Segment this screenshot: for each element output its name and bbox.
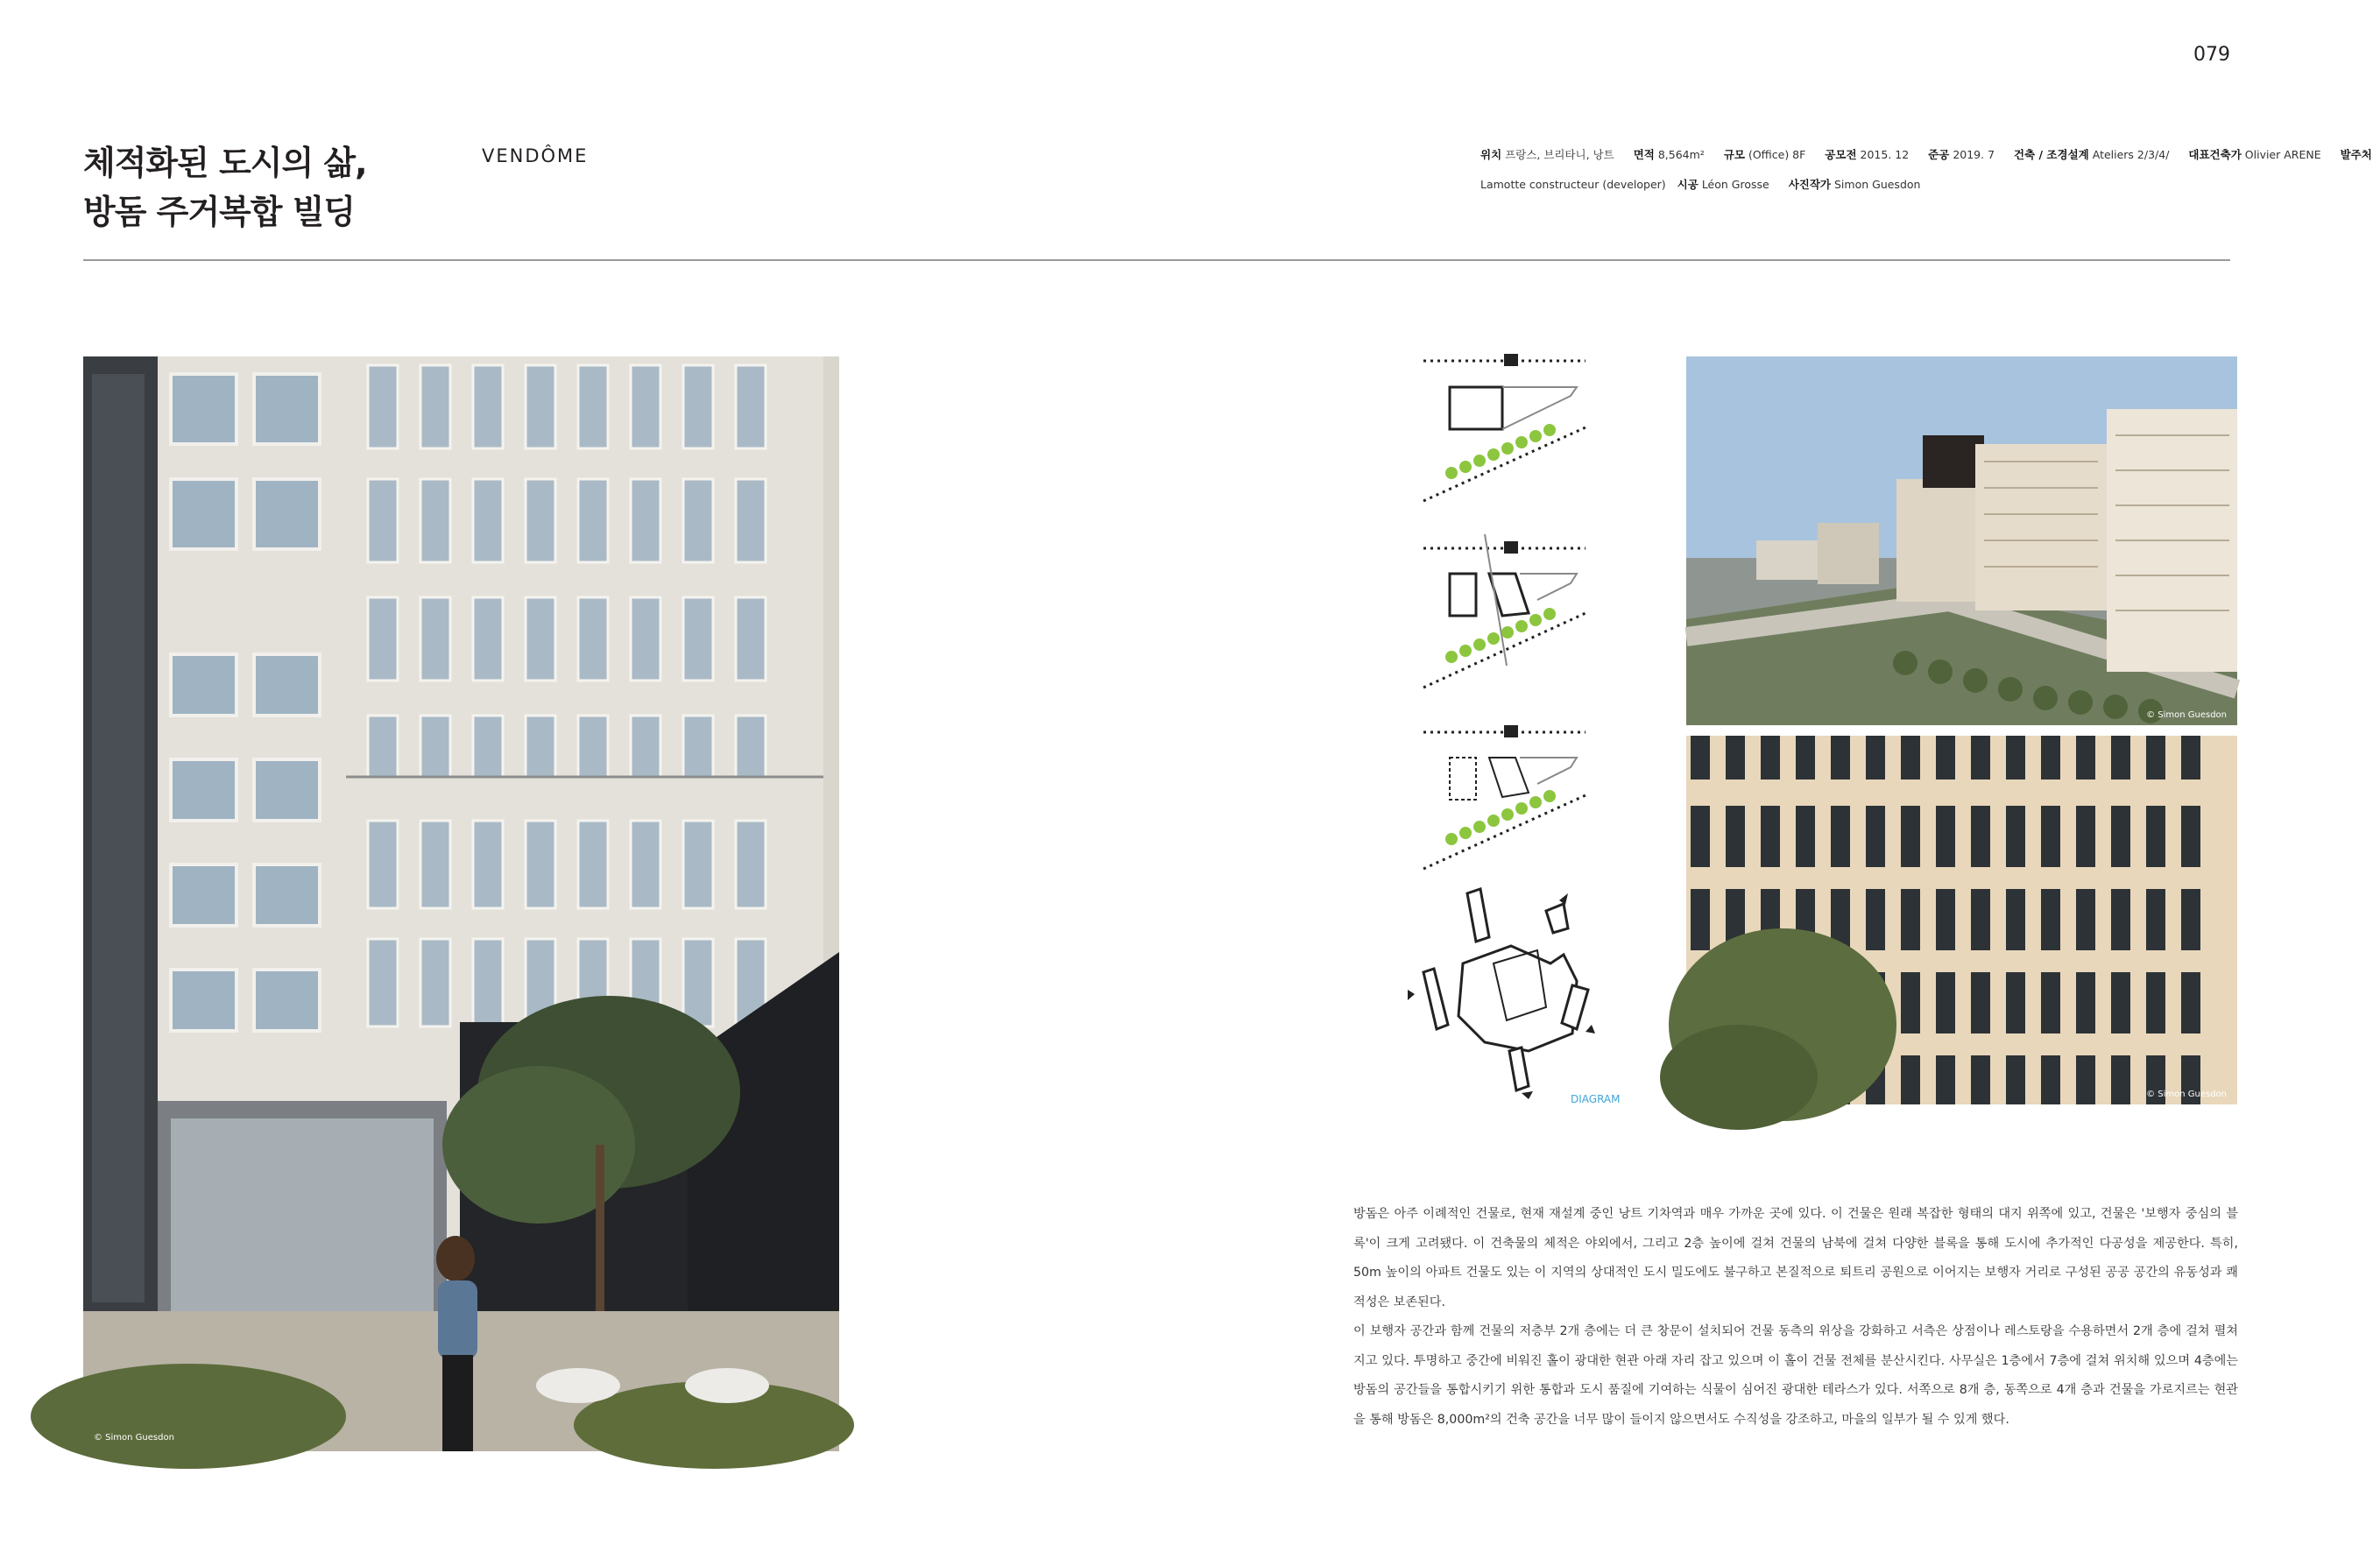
main-photo-credit: © Simon Guesdon bbox=[94, 1433, 174, 1443]
top-photo-credit: © Simon Guesdon bbox=[2146, 710, 2227, 720]
project-name: VENDÔME bbox=[482, 145, 589, 166]
body-paragraph-1: 방돔은 아주 이례적인 건물로, 현재 재설계 중인 낭트 기차역과 매우 가까운 곳에 있다. 이 건물은 원래 복잡한 형태의 대지 위쪽에 있고, 건물은 '보행자 중심의 블록'이 크게 고려됐다. 이 건축물의 체적은 야외에서, 그리고 2층 높이에 걸쳐 건물의 남북에 걸쳐 다양한 블록을 통해 도시에 추가적인 다공성을 제공한다. 특히, 50m 높이의 아파트 건물도 있는 이 지역의 상대적인 도시 밀도에도 불구하고 본질적으로 퇴트리 공원으로 이어지는 보행자 거리로 구성된 공공 공간의 유동성과 쾌적성은 보존된다. bbox=[1353, 1207, 2238, 1309]
diagram-label: DIAGRAM bbox=[1571, 1093, 1621, 1105]
bottom-photo-credit: © Simon Guesdon bbox=[2146, 1090, 2227, 1099]
article-body bbox=[1353, 1200, 2238, 1435]
facade-photo-illustration bbox=[1686, 736, 2237, 1104]
aerial-photo-illustration bbox=[1686, 356, 2237, 725]
page-number: 079 bbox=[2193, 44, 2230, 66]
info-line-2: Lamotte constructeur (developer) 시공 Léon Grosse 사진작가 Simon Guesdon bbox=[1480, 178, 1921, 191]
massing-diagram bbox=[1397, 350, 1625, 1121]
page-title bbox=[83, 138, 367, 236]
info-line-1: 위치 프랑스, 브리타니, 낭트 면적 8,564m² 규모 (Office) 8F 공모전 2015. 12 준공 2019. 7 건축 / 조경설계 Ateliers 2/3/4/ 대표건축가 Olivier ARENE 발주처 bbox=[1480, 148, 2372, 161]
project-info bbox=[1480, 140, 2372, 200]
diagram-illustration bbox=[1397, 350, 1625, 1121]
body-paragraph-2: 이 보행자 공간과 함께 건물의 저층부 2개 층에는 더 큰 창문이 설치되어 건물 동측의 위상을 강화하고 서측은 상점이나 레스토랑을 수용하면서 2개 층에 걸쳐 펼쳐지고 있다. 투명하고 중간에 비워진 홀이 광대한 현관 아래 자리 잡고 있으며 이 홀이 건물 전체를 분산시킨다. 사무실은 1층에서 7층에 걸쳐 위치해 있으며 4층에는 방돔의 공간들을 통합시키기 위한 통합과 도시 품질에 기여하는 식물이 심어진 광대한 테라스가 있다. 서쪽으로 8개 층, 동쪽으로 4개 층과 건물을 가로지르는 현관을 통해 방돔은 8,000m²의 건축 공간을 너무 많이 들이지 않으면서도 수직성을 강조하고, 마을의 일부가 될 수 있게 했다. bbox=[1353, 1324, 2238, 1427]
building-facade-illustration bbox=[83, 356, 839, 1451]
header-divider bbox=[83, 259, 2230, 261]
title-line-1: 체적화된 도시의 삶, bbox=[83, 144, 367, 182]
main-building-photo bbox=[83, 356, 839, 1451]
facade-photo bbox=[1686, 736, 2237, 1104]
title-line-2: 방돔 주거복합 빌딩 bbox=[83, 193, 356, 231]
aerial-photo bbox=[1686, 356, 2237, 725]
